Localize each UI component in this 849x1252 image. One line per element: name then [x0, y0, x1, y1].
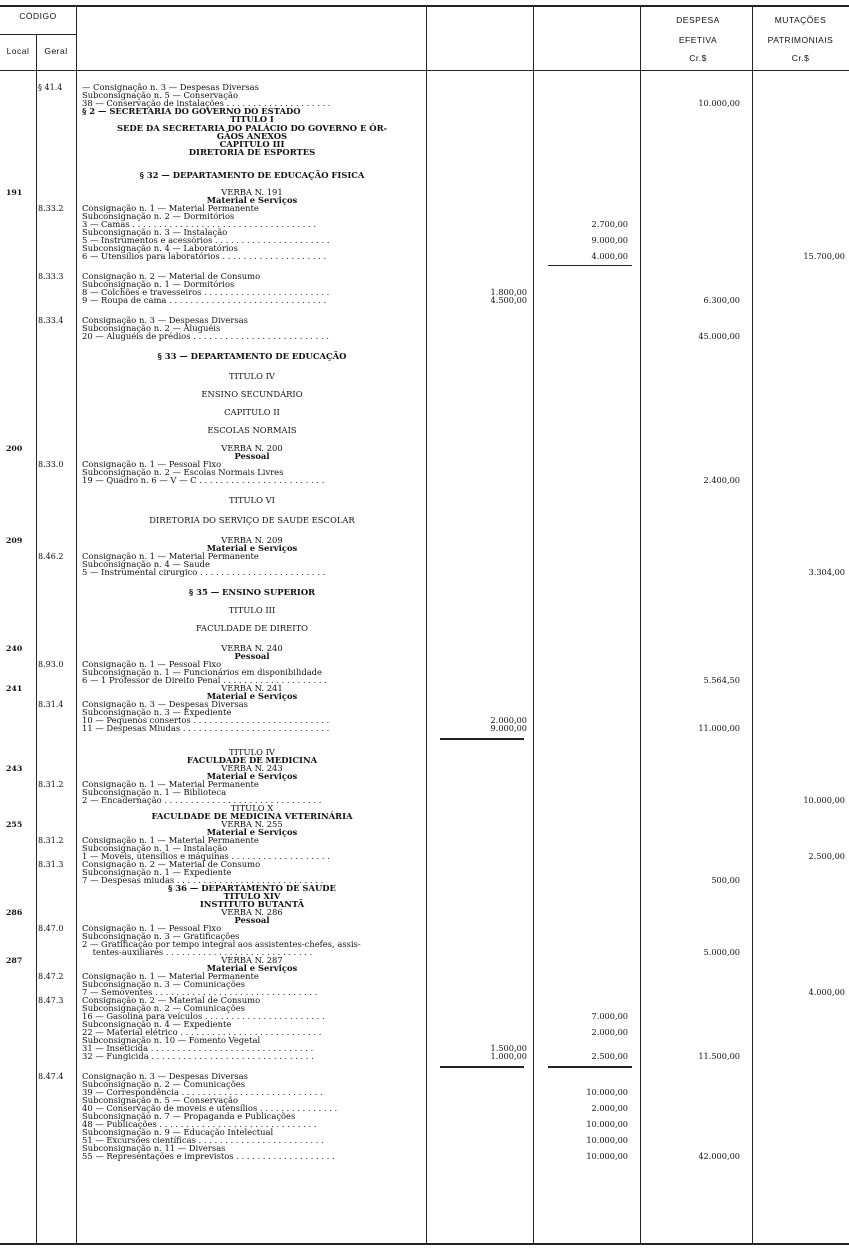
item-text: Subconsignação n. 2 — Dormitórios	[82, 212, 235, 221]
item-text: Consignação n. 1 — Material Permanente	[82, 972, 259, 981]
amount-c3: 10.000,00	[586, 1135, 628, 1145]
amount-c3: 2.500,00	[591, 1051, 628, 1061]
item-text: 40 — Conservação de moveis e utensílios . . . . . . . . . . . . . . .	[82, 1104, 338, 1113]
item-text: 10 — Pequenos consertos . . . . . . . . . . . . . . . . . . . . . . . . . .	[82, 716, 330, 725]
item-text: 8 — Colchões e travesseiros . . . . . . . . . . . . . . . . . . . . . . . .	[82, 288, 330, 297]
local-code: 191	[6, 188, 23, 197]
subtotal-line	[440, 738, 524, 740]
amount-c4: 11.500,00	[698, 1051, 740, 1061]
item-text: 7 — Semoventes . . . . . . . . . . . . . . . . . . . . . . . . . . . . . . .	[82, 988, 318, 997]
item-text: Subconsignação n. 4 — Laboratórios	[82, 244, 238, 253]
geral-code: 8.31.2	[38, 780, 64, 789]
amount-c4: 6.300,00	[703, 295, 740, 305]
item-text: Subconsignação n. 2 — Comunicações	[82, 1004, 246, 1013]
item-text: Subconsignação n. 3 — Expediente	[82, 708, 232, 717]
item-text: Subconsignação n. 1 — Instalação	[82, 844, 228, 853]
item-text: Subconsignação n. 2 — Aluguéis	[82, 324, 221, 333]
amount-c4: 11.000,00	[698, 723, 740, 733]
item-text: Subconsignação n. 3 — Instalação	[82, 228, 228, 237]
item-text: Consignação n. 3 — Despesas Diversas	[82, 316, 248, 325]
geral-code: 8.33.0	[38, 460, 64, 469]
header-despesa-2: EFETIVA	[678, 35, 718, 45]
item-text: 51 — Excursões científicas . . . . . . . . . . . . . . . . . . . . . . . .	[82, 1136, 324, 1145]
amount-c3: 7.000,00	[591, 1011, 628, 1021]
item-text: Subconsignação n. 4 — Saude	[82, 560, 210, 569]
item-text: 48 — Publicações . . . . . . . . . . . . . . . . . . . . . . . . . . . . . .	[82, 1120, 317, 1129]
section-heading: § 32 — DEPARTAMENTO DE EDUCAÇÃO FISICA	[139, 170, 365, 180]
item-text: 39 — Correspondência . . . . . . . . . . . . . . . . . . . . . . . . . . .	[82, 1088, 323, 1097]
local-code: 243	[6, 764, 23, 773]
section-heading: TITULO XIV	[223, 891, 281, 901]
section-heading: TITULO IV	[229, 371, 275, 381]
amount-c2: 4.500,00	[490, 295, 527, 305]
geral-code: 8.47.4	[38, 1072, 64, 1081]
top-rule	[0, 5, 849, 7]
subtotal-line	[548, 265, 632, 266]
col-rule-geral	[76, 7, 77, 1243]
section-heading: Material e Serviços	[206, 195, 298, 205]
item-text: 55 — Representações e imprevistos . . . . . . . . . . . . . . . . . . .	[82, 1152, 335, 1161]
amount-c5: 2.500,00	[808, 851, 845, 861]
header-mutacoes-1: MUTAÇÕES	[774, 15, 827, 25]
section-heading: VERBA N. 209	[221, 535, 283, 545]
item-text: Subconsignação n. 7 — Propaganda e Publicações	[82, 1112, 296, 1121]
local-code: 209	[6, 536, 23, 545]
item-text: Consignação n. 1 — Pessoal Fixo	[82, 924, 222, 933]
header-codigo: CÓDIGO	[19, 11, 57, 21]
geral-code: 8.31.2	[38, 836, 64, 845]
item-text: 19 — Quadro n. 6 — V — C . . . . . . . . . . . . . . . . . . . . . . . .	[82, 476, 325, 485]
item-text: Subconsignação n. 5 — Conservação	[82, 1096, 239, 1105]
section-heading: § 36 — DEPARTAMENTO DE SAUDE	[168, 883, 336, 893]
header-mutacoes-2: PATRIMONIAIS	[767, 35, 834, 45]
header-despesa-1: DESPESA	[676, 15, 720, 25]
section-heading: TITULO I	[230, 114, 274, 124]
item-text: 5 — Instrumental cirurgico . . . . . . . . . . . . . . . . . . . . . . . .	[82, 568, 326, 577]
item-text: Subconsignação n. 1 — Biblioteca	[82, 788, 227, 797]
item-text: Subconsignação n. 4 — Expediente	[82, 1020, 232, 1029]
amount-c4: 5.564,50	[703, 675, 740, 685]
local-code: 240	[6, 644, 23, 653]
item-text: 11 — Despesas Miudas . . . . . . . . . . . . . . . . . . . . . . . . . . . .	[82, 724, 330, 733]
item-text: Subconsignação n. 3 — Comunicações	[82, 980, 246, 989]
local-code: 255	[6, 820, 23, 829]
amount-c2: 2.000,00	[490, 715, 527, 725]
geral-code: 8.31.4	[38, 700, 64, 709]
geral-code: 8.33.3	[38, 272, 64, 281]
item-text: Consignação n. 1 — Material Permanente	[82, 552, 259, 561]
section-heading: VERBA N. 286	[221, 907, 283, 917]
item-text: Subconsignação n. 5 — Conservação	[82, 91, 239, 100]
header-local: Local	[6, 46, 30, 56]
item-text: Consignação n. 1 — Material Permanente	[82, 836, 259, 845]
local-code: 200	[6, 444, 23, 453]
local-code: 287	[6, 956, 23, 965]
header-despesa-3: Cr.$	[689, 53, 707, 63]
amount-c5: 15.700,00	[803, 251, 845, 261]
item-text: 9 — Roupa de cama . . . . . . . . . . . . . . . . . . . . . . . . . . . . . .	[82, 296, 327, 305]
section-heading: FACULDADE DE DIREITO	[195, 623, 309, 633]
item-text: Consignação n. 3 — Despesas Diversas	[82, 700, 248, 709]
section-heading: VERBA N. 255	[221, 819, 283, 829]
item-text: Consignação n. 2 — Material de Consumo	[82, 860, 261, 869]
item-text: Subconsignação n. 3 — Gratificações	[82, 932, 240, 941]
section-heading: Material e Serviços	[206, 827, 298, 837]
section-heading: TITULO VI	[229, 495, 275, 505]
section-heading: Pessoal	[234, 915, 270, 925]
geral-code: 8.33.2	[38, 204, 64, 213]
col-rule-local	[36, 34, 37, 1243]
item-text: 7 — Despesas miudas . . . . . . . . . . . . . . . . . . . . . . . . . . . .	[82, 876, 324, 885]
amount-c4: 10.000,00	[698, 98, 740, 108]
item-text: 2 — Gratificação por tempo integral aos assistentes-chefes, assis-	[82, 940, 361, 949]
section-heading: CAPITULO II	[224, 407, 280, 417]
section-heading: CAPITULO III	[219, 139, 285, 149]
geral-code: 8.93.0	[38, 660, 64, 669]
section-heading: SEDE DA SECRETARIA DO PALÁCIO DO GOVERNO E ÓR-	[116, 123, 388, 133]
item-text: Subconsignação n. 10 — Fomento Vegetal	[82, 1036, 261, 1045]
bottom-rule	[0, 1243, 849, 1245]
item-text: Consignação n. 3 — Despesas Diversas	[82, 1072, 248, 1081]
amount-c2: 1.800,00	[490, 287, 527, 297]
item-text: Subconsignação n. 11 — Diversas	[82, 1144, 226, 1153]
section-heading: § 35 — ENSINO SUPERIOR	[188, 587, 316, 597]
item-text: tentes-auxiliares . . . . . . . . . . . . . . . . . . . . . . . . . . . .	[82, 948, 313, 957]
section-heading: Pessoal	[234, 651, 270, 661]
amount-c4: 42.000,00	[698, 1151, 740, 1161]
item-text: Consignação n. 1 — Pessoal Fixo	[82, 460, 222, 469]
amount-c3: 9.000,00	[591, 235, 628, 245]
amount-c3: 2.700,00	[591, 219, 628, 229]
item-text: 16 — Gasolina para veículos . . . . . . . . . . . . . . . . . . . . . . .	[82, 1012, 325, 1021]
amount-c3: 4.000,00	[591, 251, 628, 261]
item-text: 1 — Moveis, utensílios e máquinas . . . . . . . . . . . . . . . . . . .	[82, 852, 330, 861]
local-code: 241	[6, 684, 23, 693]
geral-code: 8.47.2	[38, 972, 64, 981]
geral-code: § 41.4	[38, 83, 63, 92]
section-heading: Material e Serviços	[206, 963, 298, 973]
amount-c3: 10.000,00	[586, 1087, 628, 1097]
item-text: Consignação n. 1 — Material Permanente	[82, 780, 259, 789]
item-text: Subconsignação n. 2 — Escolas Normais Livres	[82, 468, 284, 477]
section-heading: ENSINO SECUNDÁRIO	[201, 389, 303, 399]
amount-c5: 3.304,00	[808, 567, 845, 577]
section-heading: TITULO III	[228, 605, 276, 615]
item-text: Subconsignação n. 2 — Comunicações	[82, 1080, 246, 1089]
section-heading: VERBA N. 243	[221, 763, 283, 773]
section-heading: FACULDADE DE MEDICINA VETERINÁRIA	[151, 811, 353, 821]
geral-code: 8.47.0	[38, 924, 64, 933]
item-text: Consignação n. 2 — Material de Consumo	[82, 996, 261, 1005]
amount-c4: 500,00	[711, 875, 740, 885]
amount-c4: 5.000,00	[703, 947, 740, 957]
item-text: 5 — Instrumentos e acessórios . . . . . . . . . . . . . . . . . . . . . .	[82, 236, 330, 245]
item-text: Subconsignação n. 9 — Educação Intelectual	[82, 1128, 274, 1137]
section-heading: ESCOLAS NORMAIS	[207, 425, 297, 435]
amount-c5: 4.000,00	[808, 987, 845, 997]
section-heading: VERBA N. 287	[221, 955, 283, 965]
header-mutacoes-3: Cr.$	[791, 53, 810, 63]
amount-c3: 2.000,00	[591, 1103, 628, 1113]
item-text: Consignação n. 2 — Material de Consumo	[82, 272, 261, 281]
section-heading: Material e Serviços	[206, 543, 298, 553]
geral-code: 8.31.3	[38, 860, 64, 869]
amount-c5: 10.000,00	[803, 795, 845, 805]
local-code: 286	[6, 908, 23, 917]
col-rule-c4	[752, 7, 753, 1243]
item-text: 31 — Inseticida . . . . . . . . . . . . . . . . . . . . . . . . . . . . . . .	[82, 1044, 314, 1053]
amount-c2: 1.500,00	[490, 1043, 527, 1053]
section-heading: TITULO IV	[229, 747, 275, 757]
item-text: 22 — Material elétrico . . . . . . . . . . . . . . . . . . . . . . . . . . .	[82, 1028, 322, 1037]
section-heading: VERBA N. 240	[221, 643, 283, 653]
item-text: Consignação n. 1 — Material Permanente	[82, 204, 259, 213]
amount-c2: 9.000,00	[490, 723, 527, 733]
item-text: 2 — Encadernação . . . . . . . . . . . . . . . . . . . . . . . . . . . . . .	[82, 796, 322, 805]
section-heading: VERBA N. 241	[221, 683, 283, 693]
section-heading: GÃOS ANEXOS	[216, 131, 288, 141]
amount-c3: 10.000,00	[586, 1119, 628, 1129]
item-text: Subconsignação n. 1 — Expediente	[82, 868, 232, 877]
item-text: Consignação n. 1 — Pessoal Fixo	[82, 660, 222, 669]
section-heading: Material e Serviços	[206, 691, 298, 701]
section-heading: DIRETORIA DE ESPORTES	[188, 147, 316, 157]
geral-code: 8.46.2	[38, 552, 64, 561]
amount-c2: 1.000,00	[490, 1051, 527, 1061]
section-heading: § 33 — DEPARTAMENTO DE EDUCAÇÃO	[157, 351, 347, 361]
header-geral: Geral	[44, 46, 68, 56]
section-heading: TITULO X	[230, 803, 274, 813]
section-heading: INSTITUTO BUTANTÃ	[199, 899, 305, 909]
codigo-rule	[0, 34, 76, 35]
item-text: 32 — Fungicida . . . . . . . . . . . . . . . . . . . . . . . . . . . . . . .	[82, 1052, 314, 1061]
amount-c3: 2.000,00	[591, 1027, 628, 1037]
amount-c4: 2.400,00	[703, 475, 740, 485]
item-text: 38 — Conservação de instalações . . . . . . . . . . . . . . . . . . . .	[82, 99, 331, 108]
item-text: Subconsignação n. 1 — Funcionários em disponibilidade	[82, 668, 323, 677]
subtotal-line	[548, 1066, 632, 1068]
item-text: 3 — Camas . . . . . . . . . . . . . . . . . . . . . . . . . . . . . . . . . . .	[82, 220, 317, 229]
section-heading: FACULDADE DE MEDICINA	[186, 755, 318, 765]
item-text: § 2 — SECRETARIA DO GOVERNO DO ESTADO	[82, 107, 301, 116]
item-text: 6 — 1 Professor de Direito Penal . . . . . . . . . . . . . . . . . . . .	[82, 676, 327, 685]
geral-code: 8.47.3	[38, 996, 64, 1005]
section-heading: Material e Serviços	[206, 771, 298, 781]
item-text: 20 — Aluguéis de prédios . . . . . . . . . . . . . . . . . . . . . . . . . .	[82, 332, 329, 341]
section-heading: DIRETORIA DO SERVIÇO DE SAUDE ESCOLAR	[149, 515, 355, 525]
item-text: Subconsignação n. 1 — Dormitórios	[82, 280, 235, 289]
section-heading: VERBA N. 191	[221, 187, 283, 197]
item-text: 6 — Utensílios para laboratórios . . . . . . . . . . . . . . . . . . . .	[82, 252, 327, 261]
subtotal-line	[440, 1066, 524, 1068]
item-text: — Consignação n. 3 — Despesas Diversas	[82, 83, 259, 92]
section-heading: Pessoal	[234, 451, 270, 461]
header-bottom-rule	[0, 70, 849, 71]
amount-c4: 45.000,00	[698, 331, 740, 341]
section-heading: VERBA N. 200	[221, 443, 283, 453]
geral-code: 8.33.4	[38, 316, 64, 325]
amount-c3: 10.000,00	[586, 1151, 628, 1161]
